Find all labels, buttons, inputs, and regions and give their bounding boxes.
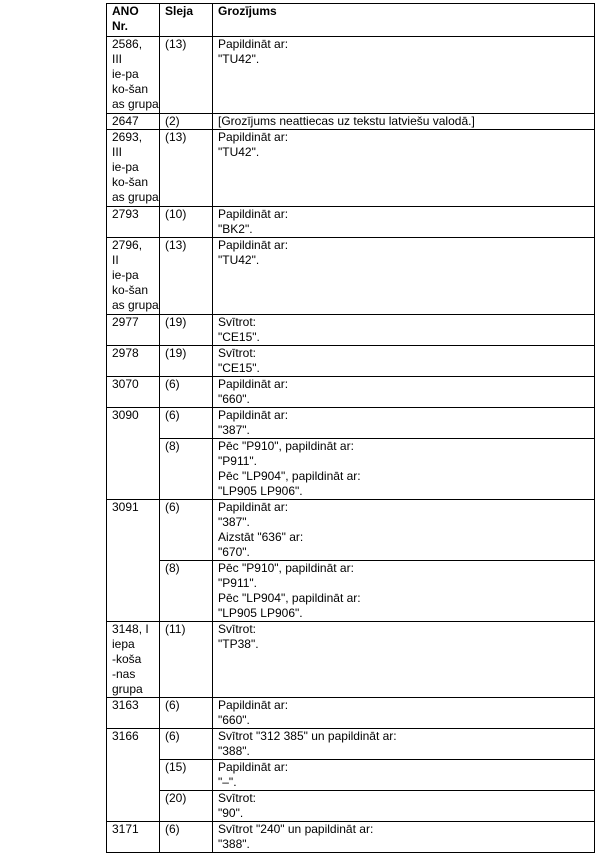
- column-cell: (6): [160, 377, 213, 408]
- amendment-line: Papildināt ar:: [218, 377, 289, 391]
- amendment-line: Papildināt ar:: [218, 760, 289, 774]
- ano-number-cell: [107, 729, 160, 822]
- column-cell: (11): [160, 622, 213, 698]
- table-row: [107, 238, 595, 315]
- ano-number-line: as grupa: [112, 190, 159, 204]
- amendment-cell: [213, 130, 595, 207]
- header-ano-line: Nr.: [112, 19, 129, 33]
- amendment-line: "LP905 LP906".: [218, 484, 303, 498]
- ano-number-line: 2978: [112, 346, 139, 360]
- column-cell: (20): [160, 791, 213, 822]
- ano-number-line: 3166: [112, 729, 139, 743]
- ano-number-line: ie-pa: [112, 160, 139, 174]
- table-row: [107, 114, 595, 130]
- header-ano-line: ANO: [112, 4, 139, 18]
- amendment-line: [Grozījums neattiecas uz tekstu latviešu valodā.]: [218, 114, 475, 128]
- ano-number-line: 3090: [112, 408, 139, 422]
- amendment-line: Pēc "LP904", papildināt ar:: [218, 469, 361, 483]
- column-cell: (6): [160, 408, 213, 439]
- amendment-cell: [213, 114, 595, 130]
- table-row: [107, 207, 595, 238]
- amendment-line: Svītrot:: [218, 346, 257, 360]
- amendment-line: "TU42".: [218, 52, 260, 66]
- ano-number-line: ko-šan: [112, 283, 149, 297]
- ano-number-line: -koša: [112, 652, 142, 666]
- amendment-line: Pēc "LP904", papildināt ar:: [218, 591, 361, 605]
- column-cell: (10): [160, 207, 213, 238]
- amendment-cell: [213, 346, 595, 377]
- amendment-line: "670".: [218, 545, 250, 559]
- ano-number-cell: [107, 822, 160, 853]
- ano-number-line: 2796,: [112, 238, 143, 252]
- amendment-line: "CE15".: [218, 361, 260, 375]
- amendment-line: "LP905 LP906".: [218, 606, 303, 620]
- ano-number-line: 2793: [112, 207, 139, 221]
- amendment-line: "TP38".: [218, 637, 259, 651]
- ano-number-cell: [107, 238, 160, 315]
- ano-number-cell: [107, 37, 160, 114]
- amendment-line: "388".: [218, 744, 250, 758]
- amendment-line: Svītrot:: [218, 315, 257, 329]
- amendment-cell: [213, 791, 595, 822]
- ano-number-line: -nas: [112, 667, 136, 681]
- amendment-line: "388".: [218, 837, 250, 851]
- column-cell: (6): [160, 698, 213, 729]
- ano-number-line: ko-šan: [112, 175, 149, 189]
- ano-number-line: ie-pa: [112, 268, 139, 282]
- ano-number-cell: [107, 207, 160, 238]
- amendment-line: "P911".: [218, 576, 257, 590]
- amendment-line: Aizstāt "636" ar:: [218, 530, 304, 544]
- amendment-line: "660".: [218, 392, 250, 406]
- ano-number-line: II: [112, 253, 119, 267]
- table-row: [107, 698, 595, 729]
- amendment-cell: [213, 408, 595, 439]
- ano-number-cell: [107, 114, 160, 130]
- ano-number-line: 3171: [112, 822, 139, 836]
- amendment-cell: [213, 207, 595, 238]
- ano-number-line: 2586,: [112, 37, 143, 51]
- table-row: [107, 408, 595, 439]
- amendment-cell: [213, 439, 595, 500]
- table-row: [107, 791, 595, 822]
- amendment-line: Papildināt ar:: [218, 238, 289, 252]
- amendment-cell: [213, 822, 595, 853]
- table-row: [107, 346, 595, 377]
- amendment-cell: [213, 377, 595, 408]
- column-cell: (19): [160, 315, 213, 346]
- amendment-line: Papildināt ar:: [218, 698, 289, 712]
- amendments-table: [106, 3, 595, 853]
- table-row: [107, 37, 595, 114]
- amendment-cell: [213, 500, 595, 561]
- ano-number-line: 2647: [112, 114, 139, 128]
- column-cell: (8): [160, 561, 213, 622]
- amendment-line: Papildināt ar:: [218, 500, 289, 514]
- column-cell: (15): [160, 760, 213, 791]
- ano-number-line: as grupa: [112, 298, 159, 312]
- ano-number-line: 3070: [112, 377, 139, 391]
- table-row: [107, 439, 595, 500]
- ano-number-line: as grupa: [112, 97, 159, 111]
- amendment-line: "387".: [218, 515, 250, 529]
- column-cell: (13): [160, 238, 213, 315]
- header-ano: [107, 4, 160, 37]
- amendment-line: "660".: [218, 713, 250, 727]
- table-row: [107, 760, 595, 791]
- table-row: [107, 561, 595, 622]
- ano-number-line: III: [112, 52, 123, 66]
- table-row: [107, 622, 595, 698]
- amendment-line: Svītrot:: [218, 791, 257, 805]
- amendment-cell: [213, 561, 595, 622]
- ano-number-line: 3091: [112, 500, 139, 514]
- amendment-line: "–".: [218, 775, 237, 789]
- ano-number-line: 2693,: [112, 130, 143, 144]
- column-cell: (8): [160, 439, 213, 500]
- amendment-line: Svītrot:: [218, 622, 257, 636]
- table-row: [107, 130, 595, 207]
- column-cell: (13): [160, 130, 213, 207]
- header-column: Sleja: [160, 4, 213, 37]
- amendment-cell: [213, 729, 595, 760]
- amendment-line: "TU42".: [218, 253, 260, 267]
- amendment-line: "P911".: [218, 454, 257, 468]
- table-row: [107, 315, 595, 346]
- ano-number-line: 3148, I: [112, 622, 149, 636]
- table-row: [107, 500, 595, 561]
- amendment-cell: [213, 37, 595, 114]
- ano-number-line: iepa: [112, 637, 135, 651]
- ano-number-line: ie-pa: [112, 67, 139, 81]
- amendment-line: "BK2".: [218, 222, 253, 236]
- ano-number-line: ko-šan: [112, 82, 149, 96]
- amendment-line: Papildināt ar:: [218, 207, 289, 221]
- amendment-line: "387".: [218, 423, 250, 437]
- column-cell: (6): [160, 500, 213, 561]
- ano-number-line: III: [112, 145, 123, 159]
- table-row: [107, 377, 595, 408]
- column-cell: (6): [160, 729, 213, 760]
- ano-number-line: 3163: [112, 698, 139, 712]
- table-body: [107, 37, 595, 853]
- amendment-line: "TU42".: [218, 145, 260, 159]
- amendment-line: Papildināt ar:: [218, 130, 289, 144]
- amendment-line: Papildināt ar:: [218, 37, 289, 51]
- amendment-cell: [213, 315, 595, 346]
- ano-number-cell: [107, 315, 160, 346]
- amendment-line: Svītrot "240" un papildināt ar:: [218, 822, 374, 836]
- amendment-cell: [213, 238, 595, 315]
- column-cell: (2): [160, 114, 213, 130]
- amendment-cell: [213, 760, 595, 791]
- table-header-row: [107, 4, 595, 37]
- table-row: [107, 822, 595, 853]
- ano-number-cell: [107, 346, 160, 377]
- ano-number-line: grupa: [112, 682, 143, 696]
- ano-number-cell: [107, 130, 160, 207]
- amendment-cell: [213, 622, 595, 698]
- amendment-line: Pēc "P910", papildināt ar:: [218, 439, 354, 453]
- amendment-line: Pēc "P910", papildināt ar:: [218, 561, 354, 575]
- amendment-line: Papildināt ar:: [218, 408, 289, 422]
- amendment-cell: [213, 698, 595, 729]
- amendment-line: "CE15".: [218, 330, 260, 344]
- ano-number-cell: [107, 500, 160, 622]
- ano-number-cell: [107, 377, 160, 408]
- ano-number-cell: [107, 622, 160, 698]
- amendment-line: "90".: [218, 806, 244, 820]
- header-amendment: Grozījums: [213, 4, 595, 37]
- column-cell: (13): [160, 37, 213, 114]
- column-cell: (6): [160, 822, 213, 853]
- table-row: [107, 729, 595, 760]
- amendment-line: Svītrot "312 385" un papildināt ar:: [218, 729, 397, 743]
- ano-number-cell: [107, 698, 160, 729]
- column-cell: (19): [160, 346, 213, 377]
- ano-number-line: 2977: [112, 315, 139, 329]
- ano-number-cell: [107, 408, 160, 500]
